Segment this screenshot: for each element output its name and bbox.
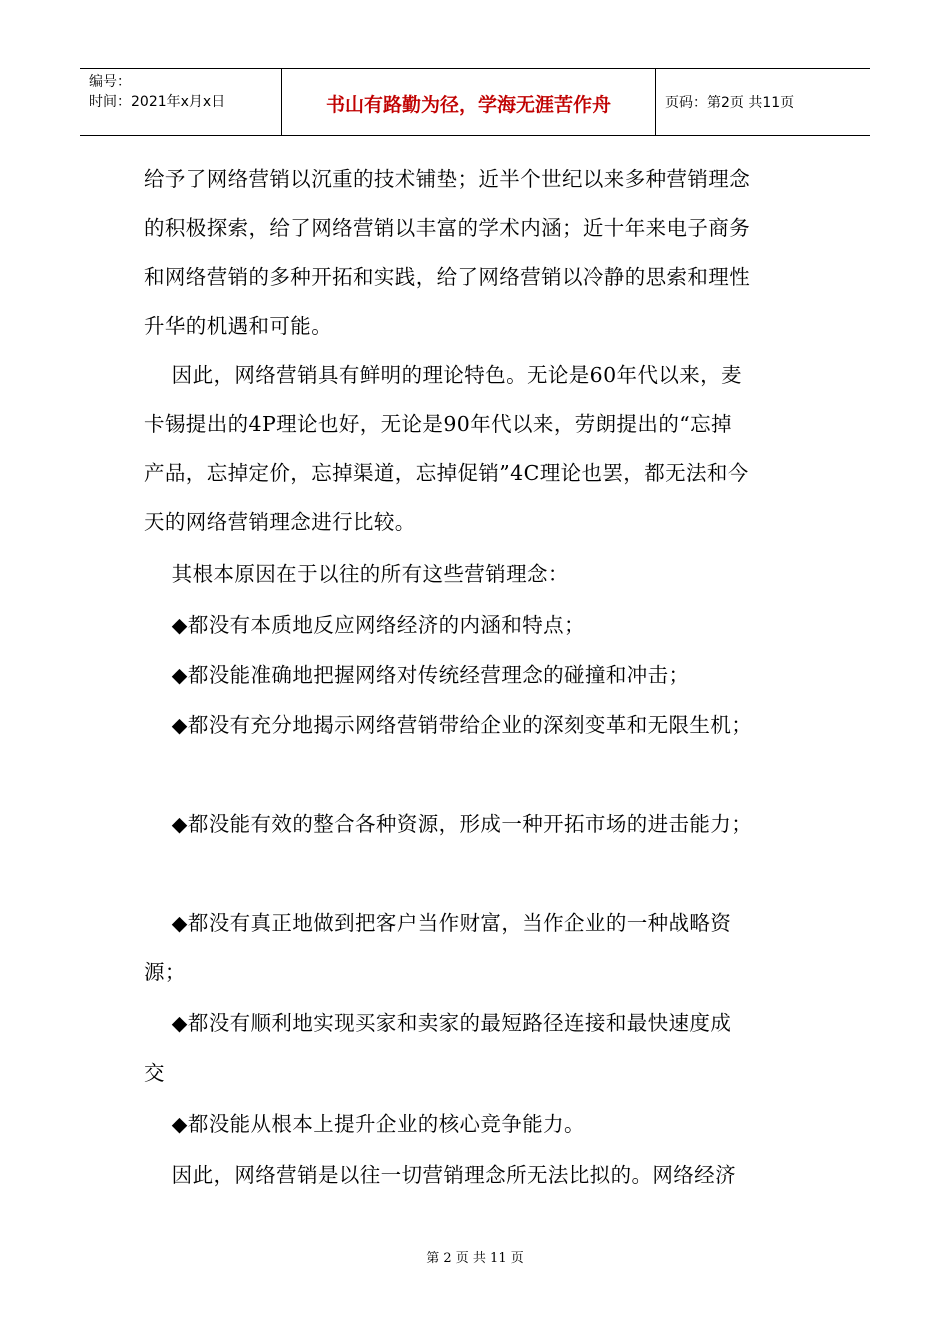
time-label: 时间：2021年x月x日 xyxy=(89,94,226,110)
text-line: 交 xyxy=(144,1061,165,1085)
bullet-item: ◆都没能从根本上提升企业的核心竞争能力。 xyxy=(144,1112,585,1136)
number-label: 编号： xyxy=(89,74,131,90)
text-line: 因此，网络营销是以往一切营销理念所无法比拟的。网络经济 xyxy=(144,1163,736,1187)
text-line: 卡锡提出的4P理论也好，无论是90年代以来，劳朗提出的“忘掉 xyxy=(144,412,732,436)
text-line: 其根本原因在于以往的所有这些营销理念： xyxy=(144,562,569,586)
header-motto-cell xyxy=(282,69,656,135)
text-line: 源； xyxy=(144,960,186,984)
text-line: 因此，网络营销具有鲜明的理论特色。无论是60年代以来，麦 xyxy=(144,363,742,387)
text-line: 的积极探索，给了网络营销以丰富的学术内涵；近十年来电子商务 xyxy=(144,216,751,240)
bullet-item: ◆都没能有效的整合各种资源，形成一种开拓市场的进击能力； xyxy=(144,812,753,836)
motto-text: 书山有路勤为径，学海无涯苦作舟 xyxy=(325,93,611,116)
page-info-cell xyxy=(656,69,870,135)
bullet-item: ◆都没能准确地把握网络对传统经营理念的碰撞和冲击； xyxy=(144,663,690,687)
header-table xyxy=(80,68,870,136)
header-meta xyxy=(80,69,282,135)
text-line: 天的网络营销理念进行比较。 xyxy=(144,510,416,534)
bullet-item: ◆都没有充分地揭示网络营销带给企业的深刻变革和无限生机； xyxy=(144,713,753,737)
text-line: 升华的机遇和可能。 xyxy=(144,314,333,338)
text-line: 产品，忘掉定价，忘掉渠道，忘掉促销”4C理论也罢，都无法和今 xyxy=(144,461,749,485)
text-line: 和网络营销的多种开拓和实践，给了网络营销以冷静的思索和理性 xyxy=(144,265,751,289)
page-info: 页码：第2页 共11页 xyxy=(665,95,795,111)
page-footer: 第 2 页 共 11 页 xyxy=(426,1251,524,1266)
bullet-item: ◆都没有顺利地实现买家和卖家的最短路径连接和最快速度成 xyxy=(144,1011,732,1035)
bullet-item: ◆都没有真正地做到把客户当作财富，当作企业的一种战略资 xyxy=(144,911,732,935)
bullet-item: ◆都没有本质地反应网络经济的内涵和特点； xyxy=(144,613,585,637)
text-line: 给予了网络营销以沉重的技术铺垫；近半个世纪以来多种营销理念 xyxy=(144,167,751,191)
